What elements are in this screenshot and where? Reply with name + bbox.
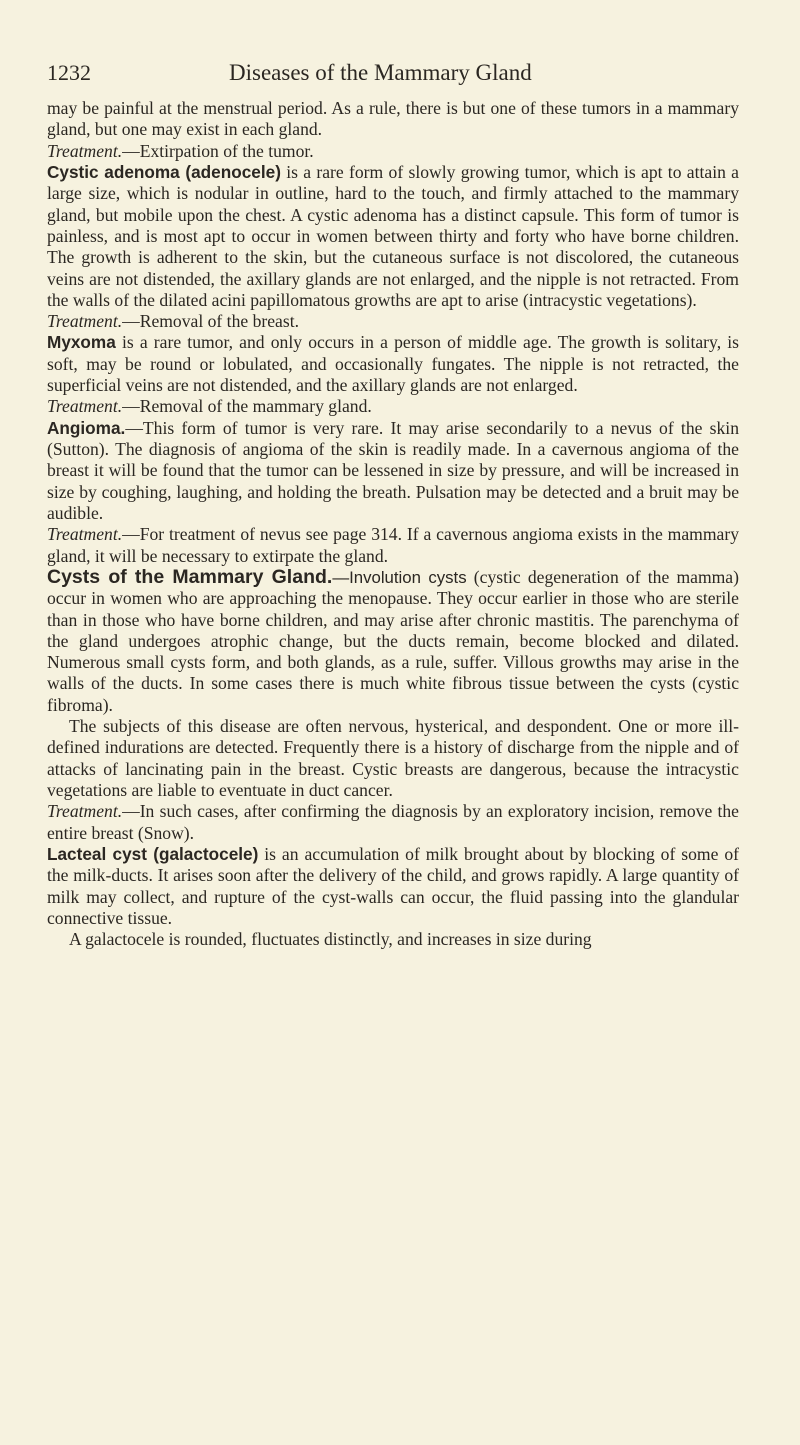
term-angioma: Angioma. (47, 417, 126, 438)
treatment-text: —In such cases, after confirming the diagnosis by an exploratory incision, remove the entire breast (Snow). (47, 801, 739, 843)
term-cystic-adenoma: Cystic adenoma (adenocele) (47, 161, 281, 182)
paragraph-treatment-extirpation (47, 141, 739, 162)
treatment-label: Treatment. (47, 801, 123, 822)
treatment-label: Treatment. (47, 524, 123, 545)
term-involution-cysts: —Involution cysts (332, 567, 467, 587)
paragraph-treatment-snow (47, 801, 739, 844)
term-myxoma: Myxoma (47, 332, 116, 353)
paragraph-text: is an accumulation of milk brought about by blocking of some of the milk-ducts. It arises soon after the delivery of the child, and grows rapidly. A large quantity of milk may collect, and rupture of the cyst-walls can occur, the fluid passing into the glandular connective tissue. (47, 843, 739, 928)
running-title: Diseases of the Mammary Gland (229, 60, 532, 85)
term-lacteal-cyst: Lacteal cyst (galactocele) (47, 843, 259, 864)
paragraph-galactocele: A galactocele is rounded, fluctuates distinctly, and increases in size during (69, 929, 592, 950)
body-text (47, 98, 739, 951)
page-header (47, 60, 752, 90)
paragraph-text: is a rare form of slowly growing tumor, which is apt to attain a large size, which is nodular in outline, hard to the touch, and firmly attached to the mammary gland, but mobile upon the chest. A cystic adenoma has a distinct capsule. This form of tumor is painless, and is most apt to occur in women between thirty and forty who have borne children. The growth is adherent to the skin, but the cutaneous surface is not discolored, the cutaneous veins are not distended, the axillary glands are not enlarged, and the nipple is not retracted. From the walls of the dilated acini papillomatous growths are apt to arise (intracystic vegetations). (47, 161, 739, 310)
paragraph-menstrual-pain: may be painful at the menstrual period. As a rule, there is but one of these tumors in a mammary gland, but one may exist in each gland. (47, 98, 739, 140)
paragraph-treatment-removal-gland (47, 396, 739, 417)
treatment-text: —Removal of the breast. (122, 311, 299, 332)
paragraph-text: (cystic degeneration of the mamma) occur in women who are approaching the menopause. They occur earlier in those who are sterile than in those who have borne children, and may arise after chronic mastitis. The parenchyma of the gland undergoes atrophic change, but the ducts remain, become blocked and dilated. Numerous small cysts form, and both glands, as a rule, suffer. Villous growths may arise in the walls of the ducts. In some cases there is much white fibrous tissue between the cysts (cystic fibroma). (47, 566, 739, 715)
treatment-label: Treatment. (47, 311, 123, 332)
paragraph-subjects: The subjects of this disease are often nervous, hysterical, and despondent. One or more ill-defined indurations are detected. Frequently there is a history of discharge from the nipple and of attacks of lancinating pain in the breast. Cystic breasts are dangerous, because the intracystic vegetations are liable to eventuate in duct cancer. (47, 716, 739, 800)
paragraph-treatment-nevus (47, 524, 739, 567)
treatment-label: Treatment. (47, 396, 123, 417)
paragraph-treatment-removal-breast (47, 311, 739, 332)
treatment-label: Treatment. (47, 140, 123, 161)
paragraph-text: —This form of tumor is very rare. It may arise secondarily to a nevus of the skin (Sutton). The diagnosis of angioma of the skin is readily made. In a cavernous angioma of the breast it will be found that the tumor can be lessened in size by pressure, and will be increased in size by coughing, laughing, and holding the breath. Pulsation may be detected and a bruit may be audible. (47, 417, 739, 523)
paragraph-lacteal-cyst (47, 844, 739, 929)
paragraph-cysts-mammary-gland (47, 567, 739, 716)
treatment-text: —For treatment of nevus see page 314. If a cavernous angioma exists in the mammary gland, it will be necessary to extirpate the gland. (47, 524, 739, 566)
paragraph-myxoma (47, 332, 739, 396)
treatment-text: —Removal of the mammary gland. (122, 396, 372, 417)
paragraph-cystic-adenoma (47, 162, 739, 311)
paragraph-angioma (47, 418, 739, 525)
section-heading-cysts: Cysts of the Mammary Gland. (47, 565, 333, 588)
page-number: 1232 (47, 60, 91, 85)
treatment-text: —Extirpation of the tumor. (122, 140, 314, 161)
paragraph-text: is a rare tumor, and only occurs in a person of middle age. The growth is solitary, is soft, may be round or lobulated, and occasionally fungates. The nipple is not retracted, the superficial veins are not distended, and the axillary glands are not enlarged. (47, 332, 739, 396)
